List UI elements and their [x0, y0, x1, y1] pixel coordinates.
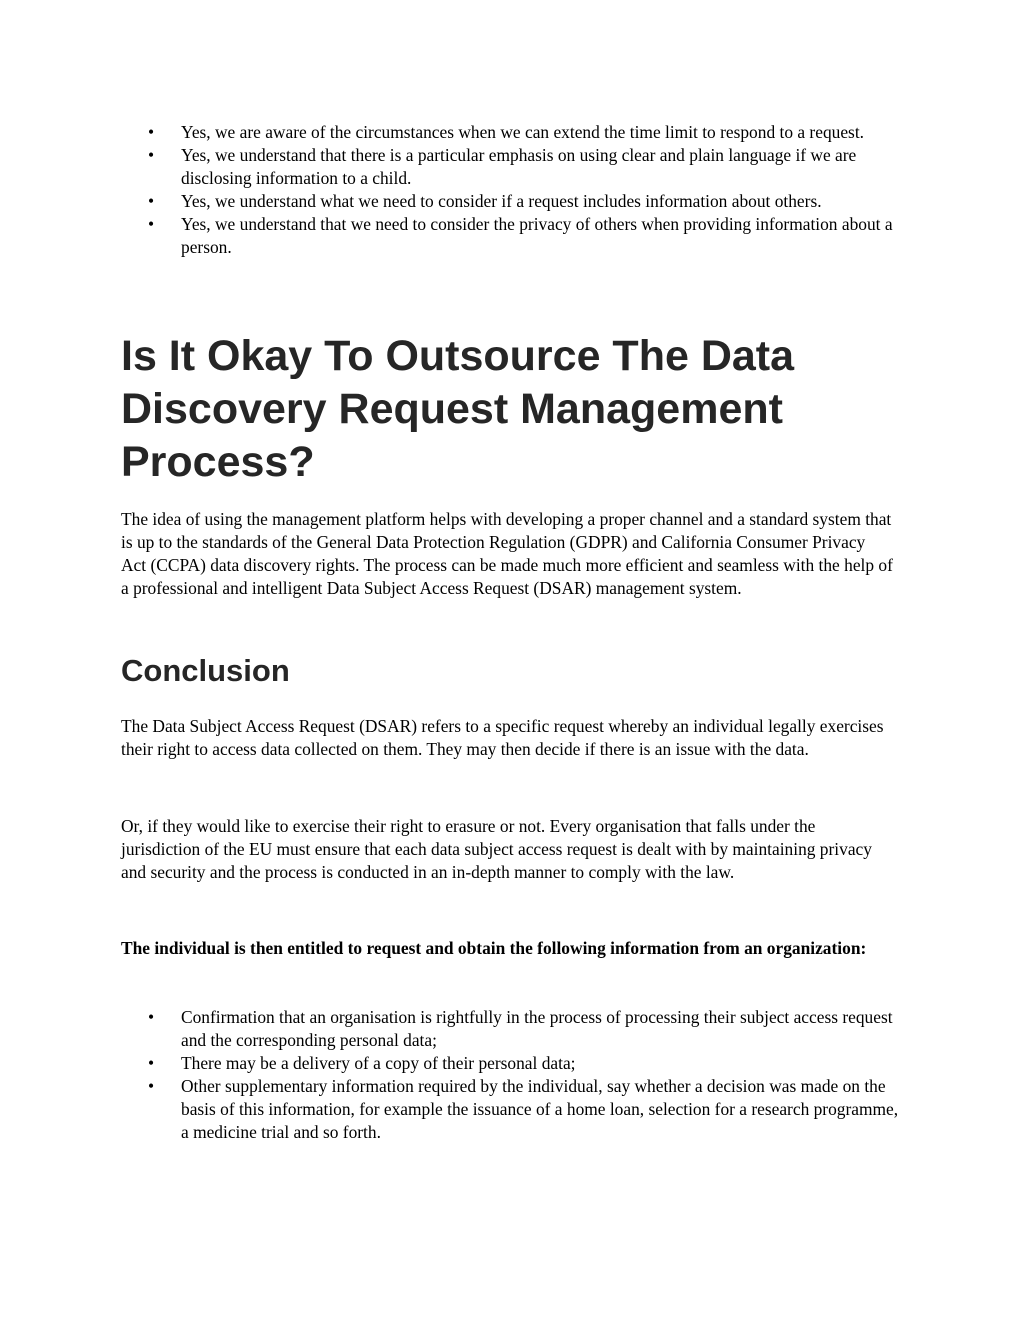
bullet-icon: • — [148, 1076, 155, 1096]
list-item-text: Confirmation that an organisation is rightfully in the process of processing their subject access request and the corresponding personal data; — [181, 1007, 893, 1050]
list-item-text: Yes, we are aware of the circumstances when we can extend the time limit to respond to a request. — [181, 122, 864, 142]
conclusion-paragraph-2: Or, if they would like to exercise their right to erasure or not. Every organisation that falls under the jurisdiction of the EU must ensure that each data subject access request is dealt with by maintaining privacy and security and the process is conducted in an in-depth manner to comply with the law. — [121, 816, 872, 882]
bold-intro-paragraph: The individual is then entitled to request and obtain the following information from an organization: — [121, 938, 867, 958]
bullet-icon: • — [148, 191, 155, 211]
list-item — [0, 121, 906, 144]
list-item — [0, 1075, 906, 1144]
list-item-text: Yes, we understand that there is a particular emphasis on using clear and plain language if we are disclosing information to a child. — [181, 145, 857, 188]
conclusion-paragraph-1: The Data Subject Access Request (DSAR) refers to a specific request whereby an individual legally exercises their right to access data collected on them. They may then decide if there is an issue with the data. — [121, 716, 884, 759]
list-item-text: Other supplementary information required by the individual, say whether a decision was made on the basis of this information, for example the issuance of a home loan, selection for a research programme, a medicine trial and so forth. — [181, 1076, 899, 1142]
bullet-icon: • — [148, 214, 155, 234]
list-item — [0, 1006, 906, 1052]
top-bullet-list — [0, 121, 906, 259]
list-item — [0, 144, 906, 190]
list-item — [0, 1052, 906, 1075]
bullet-icon: • — [148, 145, 155, 165]
conclusion-bullet-list — [0, 1006, 906, 1144]
list-item-text: Yes, we understand that we need to consider the privacy of others when providing information about a person. — [181, 214, 893, 257]
list-item-text: There may be a delivery of a copy of their personal data; — [181, 1053, 576, 1073]
list-item — [0, 190, 906, 213]
section-paragraph: The idea of using the management platform helps with developing a proper channel and a standard system that is up to the standards of the General Data Protection Regulation (GDPR) and California Consumer Privacy Act (CCPA) data discovery rights. The process can be made much more efficient and seamless with the help of a professional and intelligent Data Subject Access Request (DSAR) management system. — [121, 509, 893, 598]
conclusion-heading: Conclusion — [121, 653, 290, 688]
list-item — [0, 213, 906, 259]
list-item-text: Yes, we understand what we need to consider if a request includes information about others. — [181, 191, 822, 211]
bullet-icon: • — [148, 1053, 155, 1073]
bullet-icon: • — [148, 1007, 155, 1027]
bullet-icon: • — [148, 122, 155, 142]
section-heading: Is It Okay To Outsource The Data Discovery Request Management Process? — [121, 332, 795, 486]
